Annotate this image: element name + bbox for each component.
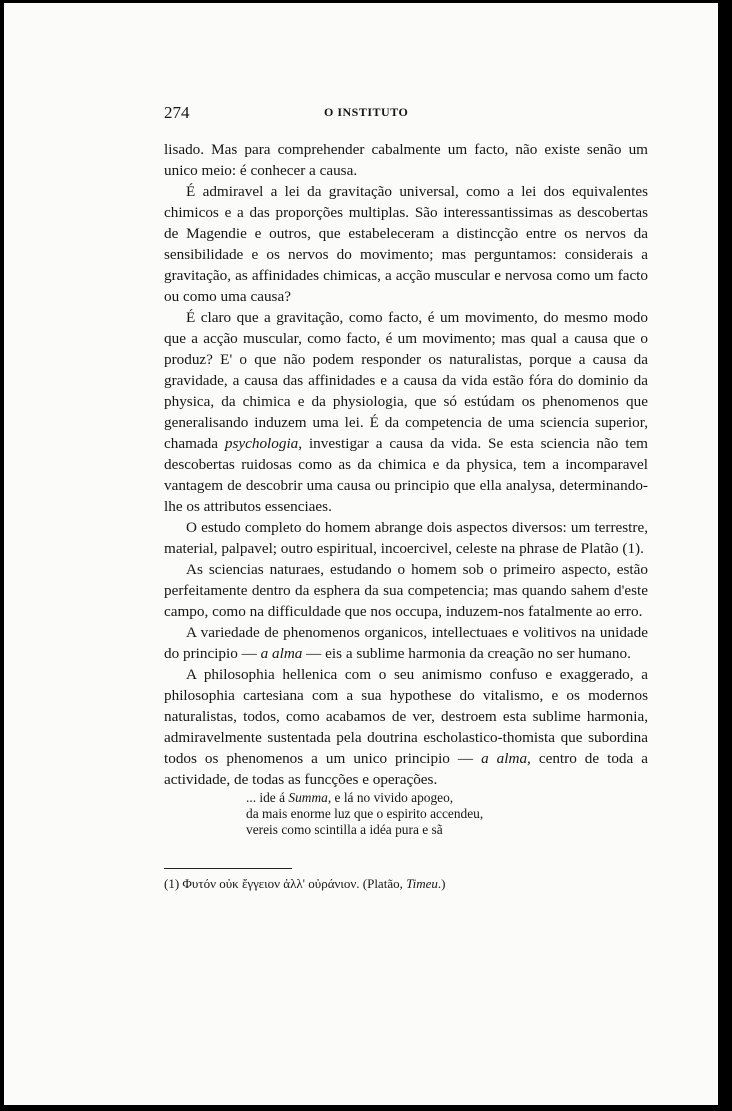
text-run: vereis como scintilla a idéa pura e sã [246,822,443,837]
text-run: A variedade de phenomenos organicos, intellectuaes e volitivos na unidade do principio — [164,624,648,662]
paragraph [164,181,648,307]
running-title: O INSTITUTO [324,105,409,119]
text-run: (Platão, [359,876,407,891]
text-run: da mais enorme luz que o espirito accendeu, [246,806,484,821]
footnote [164,875,648,893]
verse-line [246,790,648,806]
text-run: É admiravel a lei da gravitação universal, como a lei dos equivalentes chimicos e a das proporções multiplas. São interessantissimas as descobertas de Magendie e outros, que estabeleceram a distincção entre os nervos da sensibilidade e os nervos do movimento; mas perguntamos: considerais a gravitação, as affinidades chimicas, a acção muscular e nervosa como um facto ou como uma causa? [164,183,648,305]
footnote-rule [164,868,292,869]
page-number: 274 [164,103,190,122]
text-run: .) [437,876,446,891]
verse-quote [246,790,648,838]
paragraph [164,307,648,517]
italic-text: Timeu [406,876,438,891]
text-run: O estudo completo do homem abrange dois aspectos diversos: um terrestre, material, palpavel; outro espiritual, incoercivel, celeste na phrase de Platão (1). [164,519,648,557]
text-run: Φυτόν οὐκ ἔγγειον ἀλλ' οὐράνιον. [182,876,360,891]
text-run: lisado. Mas para comprehender cabalmente um facto, não existe senão um unico meio: é conhecer a causa. [164,141,648,179]
paragraph [164,517,648,559]
text-run: ... ide á [246,790,289,805]
text-run: — eis a sublime harmonia da creação no ser humano. [302,645,631,662]
book-page [164,103,648,893]
paragraph [164,622,648,664]
text-run: , centro de toda a actividade, de todas as funcções e operações. [164,750,649,788]
italic-text: a alma [481,750,528,767]
italic-text: a alma [260,645,303,662]
verse-line [246,806,648,822]
paragraph [164,139,648,181]
text-run: , investigar a causa da vida. Se esta sciencia não tem descobertas ruidosas como as da chimica e da physica, tem a incomparavel vantagem de descobrir uma causa ou principio que ella analysa, determinando-lhe os attributos essenciaes. [164,435,649,515]
body-text [164,139,648,838]
text-run: As sciencias naturaes, estudando o homem sob o primeiro aspecto, estão perfeitamente dentro da esphera da sua competencia; mas quando sahem d'este campo, como na difficuldade que nos occupa, induzem-nos fatalmente ao erro. [164,561,648,620]
text-run: (1) [164,876,183,891]
text-run: , e lá no vivido apogeo, [327,790,454,805]
text-run: É claro que a gravitação, como facto, é um movimento, do mesmo modo que a acção muscular, como facto, é um movimento; mas qual a causa que o produz? E' o que não podem responder os naturalistas, porque a causa da gravidade, a causa das affinidades e a causa da vida estão fóra do dominio da physica, da chimica e da physiologia, que só estúdam os phenomenos que generalisando induzem uma lei. É da competencia de uma sciencia superior, chamada [164,309,648,452]
verse-line [246,822,648,838]
text-run: A philosophia hellenica com o seu animismo confuso e exaggerado, a philosophia cartesiana com a sua hypothese do vitalismo, e os modernos naturalistas, todos, como acabamos de ver, destroem esta sublime harmonia, admiravelmente sustentada pela doutrina escholastico-thomista que subordina todos os phenomenos a um unico principio — [164,666,648,767]
page-header [164,103,648,127]
italic-text: Summa [288,790,328,805]
italic-text: psychologia [224,435,299,452]
paragraph [164,559,648,622]
paragraph [164,664,648,790]
